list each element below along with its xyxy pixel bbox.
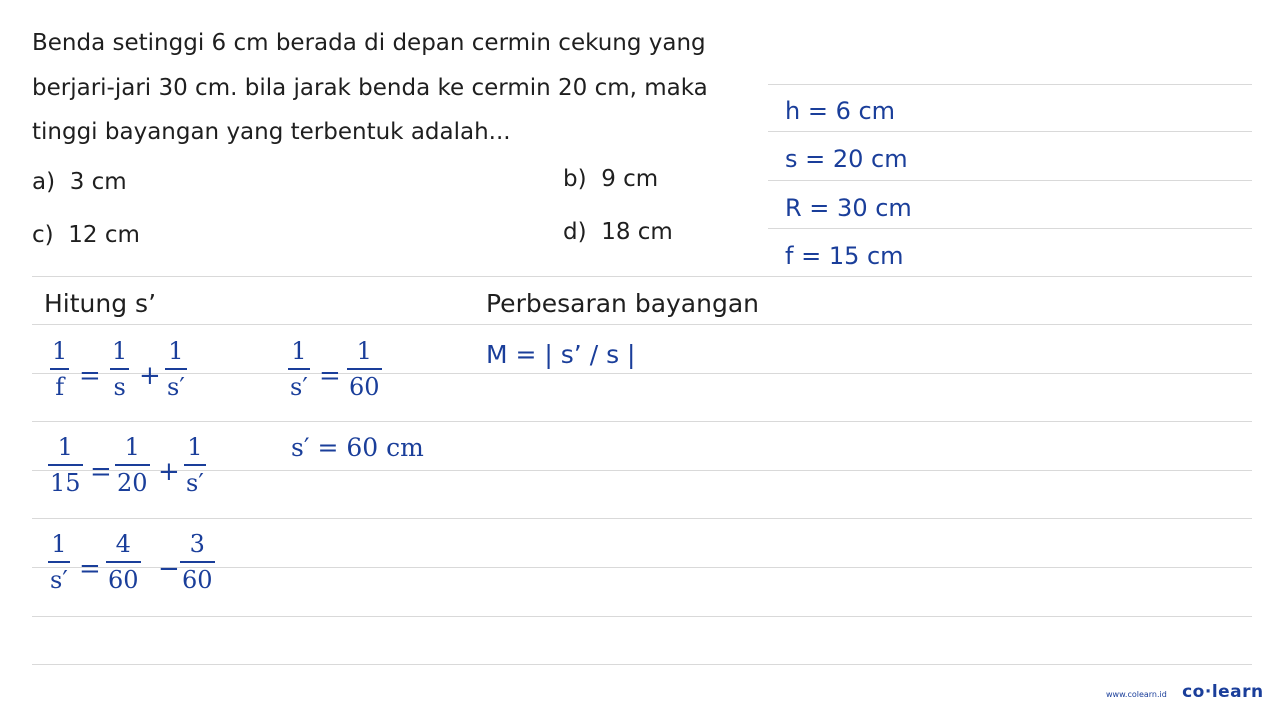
given-height: h = 6 cm [785,97,896,125]
equals-sign: = [90,457,112,487]
fraction-bar [48,464,83,466]
question-line-2: berjari-jari 30 cm. bila jarak benda ke cermin 20 cm, maka [32,75,708,101]
divider [32,373,1252,374]
heading-compute-image-distance: Hitung s’ [44,289,157,318]
brand [1106,682,1264,702]
option-b-key: b) [563,166,587,192]
denominator: f [55,373,65,401]
numerator: 1 [124,433,140,461]
fraction-bar [288,368,310,370]
numerator: 3 [189,530,205,558]
fraction-1-over-s-prime [184,433,206,497]
divider [32,567,1252,568]
divider [32,276,1252,277]
fraction-bar [106,561,141,563]
denominator: s′ [50,566,68,594]
option-d-key: d) [563,219,587,245]
option-d [563,219,673,245]
fraction-1-over-f [50,337,69,401]
denominator: 15 [50,469,81,497]
equals-sign: = [319,361,341,391]
result-image-distance: s′ = 60 cm [291,433,424,462]
numerator: 1 [356,337,372,365]
question-line-1: Benda setinggi 6 cm berada di depan cermin cekung yang [32,30,706,56]
fraction-bar [165,368,187,370]
fraction-1-over-20 [115,433,150,497]
fraction-1-over-15 [48,433,83,497]
fraction-bar [184,464,206,466]
denominator: s [113,373,126,401]
plus-sign: + [158,457,180,487]
denominator: s′ [186,469,204,497]
given-object-distance: s = 20 cm [785,145,908,173]
fraction-bar [347,368,382,370]
fraction-bar [180,561,215,563]
numerator: 1 [57,433,73,461]
fraction-bar [48,561,70,563]
divider [32,664,1252,665]
numerator: 1 [52,337,68,365]
divider [768,228,1252,229]
brand-logo: co·learn [1182,682,1264,702]
fraction-3-over-60 [180,530,215,594]
option-a [32,169,127,195]
numerator: 4 [115,530,131,558]
denominator: 20 [117,469,148,497]
divider [32,324,1252,325]
fraction-bar [110,368,129,370]
divider [768,84,1252,85]
denominator: 60 [108,566,139,594]
option-d-text: 18 cm [601,219,673,245]
denominator: s′ [290,373,308,401]
divider [768,180,1252,181]
given-focal-length: f = 15 cm [785,242,904,270]
numerator: 1 [51,530,67,558]
fraction-1-over-s [110,337,129,401]
given-radius: R = 30 cm [785,194,912,222]
question-line-3: tinggi bayangan yang terbentuk adalah... [32,119,511,145]
numerator: 1 [168,337,184,365]
fraction-1-over-s-prime [165,337,187,401]
option-b [563,166,658,192]
heading-magnification: Perbesaran bayangan [486,289,760,318]
divider [32,616,1252,617]
divider [768,131,1252,132]
denominator: s′ [167,373,185,401]
minus-sign: − [158,554,180,584]
equals-sign: = [79,554,101,584]
fraction-bar [50,368,69,370]
numerator: 1 [112,337,128,365]
fraction-4-over-60 [106,530,141,594]
denominator: 60 [349,373,380,401]
numerator: 1 [187,433,203,461]
divider [32,421,1252,422]
numerator: 1 [291,337,307,365]
plus-sign: + [139,361,161,391]
fraction-1-over-s-prime [288,337,310,401]
option-a-key: a) [32,169,56,195]
option-c [32,222,140,248]
fraction-bar [115,464,150,466]
magnification-formula: M = | s’ / s | [486,340,636,369]
divider [32,518,1252,519]
denominator: 60 [182,566,213,594]
brand-url: www.colearn.id [1106,690,1167,699]
fraction-1-over-60 [347,337,382,401]
divider [32,470,1252,471]
option-c-text: 12 cm [68,222,140,248]
option-b-text: 9 cm [601,166,659,192]
option-a-text: 3 cm [69,169,127,195]
equals-sign: = [79,361,101,391]
option-c-key: c) [32,222,54,248]
fraction-1-over-s-prime [48,530,70,594]
